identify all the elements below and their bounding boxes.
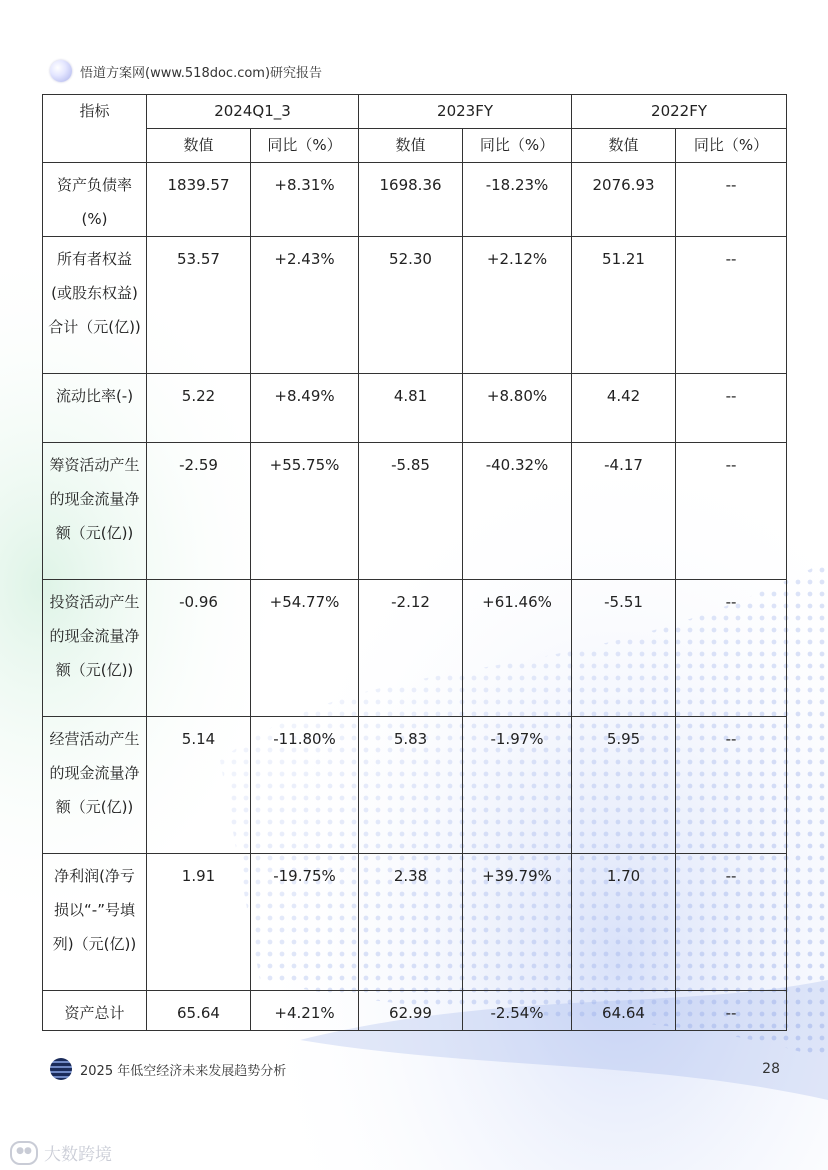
cell-yoy: -11.80%	[251, 717, 359, 854]
metric-label: 经营活动产生的现金流量净额（元(亿))	[43, 717, 147, 854]
table-subheader-row	[43, 129, 787, 163]
cell-value: -2.59	[147, 443, 251, 580]
cell-yoy: --	[676, 237, 787, 374]
subheader-yoy: 同比（%）	[463, 129, 572, 163]
cell-value: 1.91	[147, 854, 251, 991]
period-header: 2023FY	[359, 95, 572, 129]
cell-yoy: --	[676, 991, 787, 1031]
cell-yoy: +8.49%	[251, 374, 359, 443]
cell-value: -2.12	[359, 580, 463, 717]
cell-value: 5.14	[147, 717, 251, 854]
table-row	[43, 163, 787, 237]
cell-yoy: +8.31%	[251, 163, 359, 237]
financial-table	[42, 94, 787, 1031]
cell-value: 53.57	[147, 237, 251, 374]
cell-yoy: --	[676, 163, 787, 237]
table-row	[43, 374, 787, 443]
cell-value: 1.70	[572, 854, 676, 991]
cell-value: 5.95	[572, 717, 676, 854]
indicator-header: 指标	[43, 95, 147, 163]
cell-yoy: +61.46%	[463, 580, 572, 717]
cell-yoy: -2.54%	[463, 991, 572, 1031]
table-row	[43, 854, 787, 991]
cell-yoy: +2.43%	[251, 237, 359, 374]
cell-value: 2076.93	[572, 163, 676, 237]
site-title: 悟道方案网(www.518doc.com)研究报告	[80, 65, 323, 81]
subheader-value: 数值	[572, 129, 676, 163]
cell-yoy: -1.97%	[463, 717, 572, 854]
cell-value: 1839.57	[147, 163, 251, 237]
cell-yoy: --	[676, 374, 787, 443]
table-row	[43, 443, 787, 580]
metric-label: 投资活动产生的现金流量净额（元(亿))	[43, 580, 147, 717]
metric-label: 筹资活动产生的现金流量净额（元(亿))	[43, 443, 147, 580]
cell-value: 2.38	[359, 854, 463, 991]
cell-value: -4.17	[572, 443, 676, 580]
cell-value: 4.81	[359, 374, 463, 443]
sphere-logo-icon	[50, 60, 72, 82]
watermark-logo-icon: ●●	[10, 1141, 38, 1165]
cell-yoy: -40.32%	[463, 443, 572, 580]
cell-yoy: -19.75%	[251, 854, 359, 991]
globe-icon	[50, 1058, 72, 1080]
page-footer	[50, 1056, 780, 1082]
cell-value: 62.99	[359, 991, 463, 1031]
subheader-value: 数值	[147, 129, 251, 163]
cell-value: 4.42	[572, 374, 676, 443]
page-number: 28	[762, 1061, 780, 1077]
cell-value: 64.64	[572, 991, 676, 1031]
cell-yoy: +54.77%	[251, 580, 359, 717]
cell-yoy: +39.79%	[463, 854, 572, 991]
cell-yoy: --	[676, 854, 787, 991]
table-row	[43, 991, 787, 1031]
cell-value: 52.30	[359, 237, 463, 374]
metric-label: 资产总计	[43, 991, 147, 1031]
metric-label: 流动比率(-)	[43, 374, 147, 443]
subheader-value: 数值	[359, 129, 463, 163]
table-row	[43, 580, 787, 717]
cell-yoy: --	[676, 443, 787, 580]
cell-yoy: +55.75%	[251, 443, 359, 580]
watermark	[10, 1140, 112, 1165]
cell-value: -5.85	[359, 443, 463, 580]
metric-label: 净利润(净亏损以“-”号填列)（元(亿))	[43, 854, 147, 991]
table-row	[43, 717, 787, 854]
cell-value: -5.51	[572, 580, 676, 717]
cell-yoy: +8.80%	[463, 374, 572, 443]
cell-value: 65.64	[147, 991, 251, 1031]
report-title: 2025 年低空经济未来发展趋势分析	[80, 1063, 287, 1079]
cell-yoy: +2.12%	[463, 237, 572, 374]
metric-label: 所有者权益(或股东权益)合计（元(亿))	[43, 237, 147, 374]
cell-yoy: --	[676, 580, 787, 717]
subheader-yoy: 同比（%）	[251, 129, 359, 163]
subheader-yoy: 同比（%）	[676, 129, 787, 163]
cell-value: 1698.36	[359, 163, 463, 237]
period-header: 2022FY	[572, 95, 787, 129]
cell-value: 51.21	[572, 237, 676, 374]
metric-label: 资产负债率(%)	[43, 163, 147, 237]
cell-yoy: -18.23%	[463, 163, 572, 237]
cell-yoy: +4.21%	[251, 991, 359, 1031]
cell-value: 5.83	[359, 717, 463, 854]
cell-value: -0.96	[147, 580, 251, 717]
watermark-text: 大数跨境	[44, 1145, 112, 1165]
page-header	[50, 58, 322, 84]
period-header: 2024Q1_3	[147, 95, 359, 129]
cell-value: 5.22	[147, 374, 251, 443]
table-row	[43, 237, 787, 374]
cell-yoy: --	[676, 717, 787, 854]
table-header-row	[43, 95, 787, 129]
